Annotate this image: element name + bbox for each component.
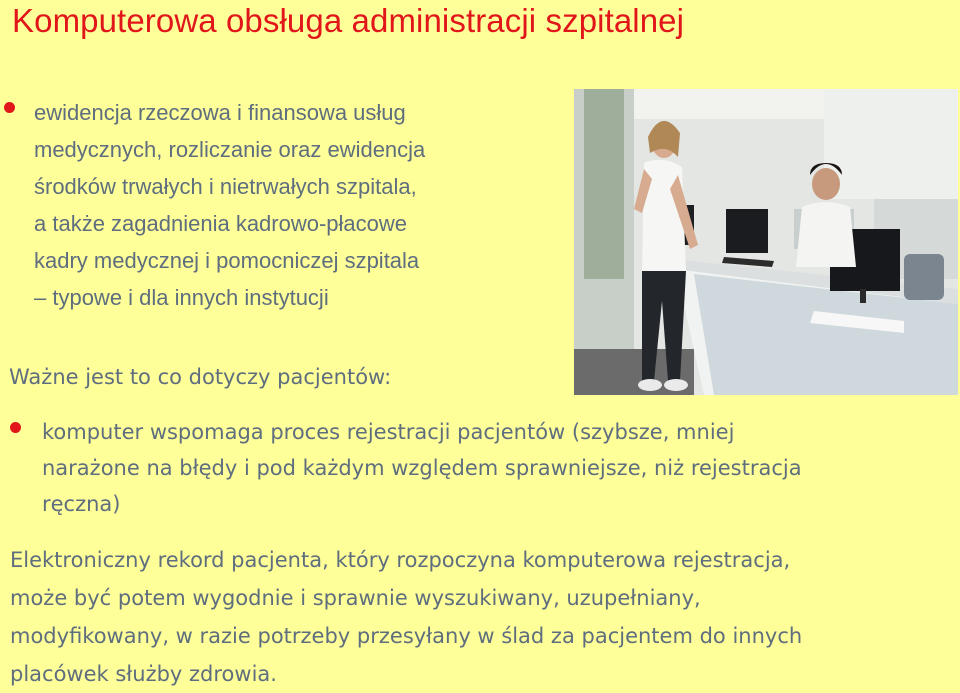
bullet-text-administration xyxy=(34,94,554,316)
text-line: Elektroniczny rekord pacjenta, który rozpoczyna komputerowa rejestracja, xyxy=(10,548,791,572)
text-line: medycznych, rozliczanie oraz ewidencja xyxy=(34,137,426,162)
text-line: może być potem wygodnie i sprawnie wyszukiwany, uzupełniany, xyxy=(10,586,701,610)
text-line: – typowe i dla innych instytucji xyxy=(34,285,329,310)
text-line: kadry medycznej i pomocniczej szpitala xyxy=(34,248,420,273)
bullet-text-registration xyxy=(42,414,952,522)
text-line: środków trwałych i nietrwałych szpitala, xyxy=(34,174,417,199)
slide-title: Komputerowa obsługa administracji szpitalnej xyxy=(12,2,685,39)
text-line: ewidencja rzeczowa i finansowa usług xyxy=(34,100,406,125)
text-line: narażone na błędy i pod każdym względem sprawniejsze, niż rejestracja xyxy=(42,456,802,480)
reception-desk-photo xyxy=(574,89,958,395)
text-line: ręczna) xyxy=(42,492,121,516)
text-line: komputer wspomaga proces rejestracji pacjentów (szybsze, mniej xyxy=(42,420,735,444)
reception-photo-illustration xyxy=(574,89,958,395)
paragraph-electronic-record xyxy=(10,541,950,693)
text-line: modyfikowany, w razie potrzeby przesyłany w ślad za pacjentem do innych xyxy=(10,624,803,648)
bullet-dot-icon xyxy=(4,102,15,113)
text-line: placówek służby zdrowia. xyxy=(10,662,277,686)
text-line: a także zagadnienia kadrowo-płacowe xyxy=(34,211,408,236)
bullet-dot-icon xyxy=(10,422,21,433)
section-heading-patients: Ważne jest to co dotyczy pacjentów: xyxy=(9,365,392,389)
